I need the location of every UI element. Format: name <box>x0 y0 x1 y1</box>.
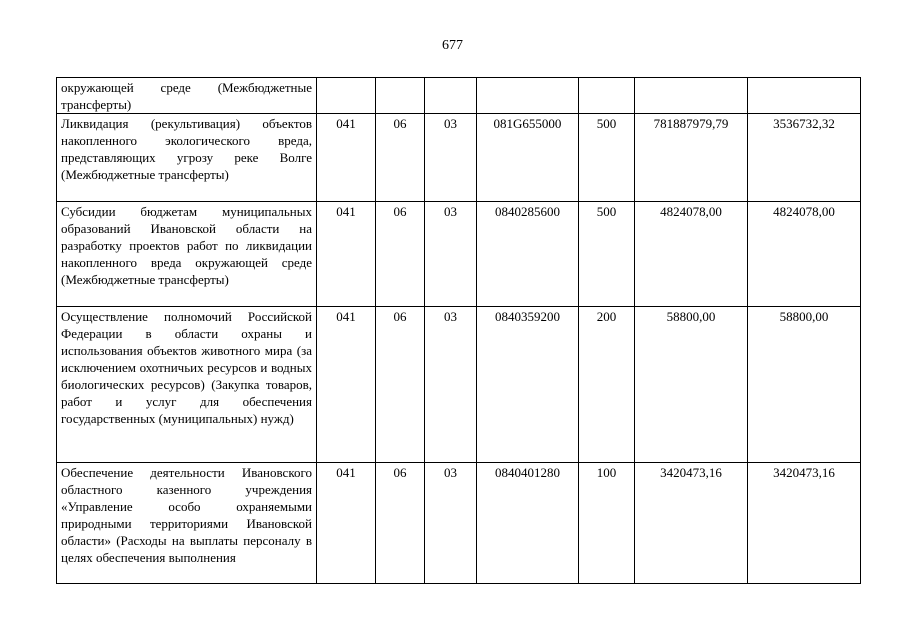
amount-1-cell: 4824078,00 <box>635 202 748 307</box>
row-name-cell: Обеспечение деятельности Ивановского областного казенного учреждения «Управление особо охраняемыми природными территориями Ивановской области» (Расходы на выплаты персоналу в целях обеспечения выполнения <box>57 463 317 584</box>
section-code-cell <box>376 78 425 114</box>
amount-1-cell: 58800,00 <box>635 307 748 463</box>
row-name-cell: Ликвидация (рекультивация) объектов накопленного экологического вреда, представляющих угрозу реке Волге (Межбюджетные трансферты) <box>57 114 317 202</box>
subsection-code-cell: 03 <box>425 114 477 202</box>
section-code-cell: 06 <box>376 114 425 202</box>
amount-2-cell <box>748 78 861 114</box>
table-body <box>57 78 861 584</box>
table-row <box>57 114 861 202</box>
subsection-code-cell: 03 <box>425 202 477 307</box>
amount-1-cell: 781887979,79 <box>635 114 748 202</box>
section-code-cell: 06 <box>376 202 425 307</box>
expense-type-cell <box>579 78 635 114</box>
ministry-code-cell: 041 <box>317 202 376 307</box>
ministry-code-cell: 041 <box>317 114 376 202</box>
target-article-cell <box>477 78 579 114</box>
expense-type-cell: 200 <box>579 307 635 463</box>
amount-2-cell: 4824078,00 <box>748 202 861 307</box>
ministry-code-cell: 041 <box>317 307 376 463</box>
target-article-cell: 0840285600 <box>477 202 579 307</box>
row-name-cell: Субсидии бюджетам муниципальных образований Ивановской области на разработку проектов работ по ликвидации накопленного вреда окружающей среде (Межбюджетные трансферты) <box>57 202 317 307</box>
subsection-code-cell: 03 <box>425 307 477 463</box>
page-number: 677 <box>442 38 463 53</box>
amount-2-cell: 58800,00 <box>748 307 861 463</box>
target-article-cell: 0840359200 <box>477 307 579 463</box>
amount-1-cell: 3420473,16 <box>635 463 748 584</box>
row-name-cell: окружающей среде (Межбюджетные трансферты) <box>57 78 317 114</box>
amount-1-cell <box>635 78 748 114</box>
expense-type-cell: 500 <box>579 114 635 202</box>
table-row <box>57 202 861 307</box>
amount-2-cell: 3536732,32 <box>748 114 861 202</box>
subsection-code-cell: 03 <box>425 463 477 584</box>
target-article-cell: 0840401280 <box>477 463 579 584</box>
ministry-code-cell <box>317 78 376 114</box>
budget-table <box>56 77 861 584</box>
table-row <box>57 78 861 114</box>
section-code-cell: 06 <box>376 307 425 463</box>
section-code-cell: 06 <box>376 463 425 584</box>
row-name-cell: Осуществление полномочий Российской Федерации в области охраны и использования объектов животного мира (за исключением охотничьих ресурсов и водных биологических ресурсов) (Закупка товаров, работ и услуг для обеспечения государственных (муниципальных) нужд) <box>57 307 317 463</box>
target-article-cell: 081G655000 <box>477 114 579 202</box>
expense-type-cell: 500 <box>579 202 635 307</box>
amount-2-cell: 3420473,16 <box>748 463 861 584</box>
ministry-code-cell: 041 <box>317 463 376 584</box>
table-row <box>57 463 861 584</box>
expense-type-cell: 100 <box>579 463 635 584</box>
table-row <box>57 307 861 463</box>
subsection-code-cell <box>425 78 477 114</box>
